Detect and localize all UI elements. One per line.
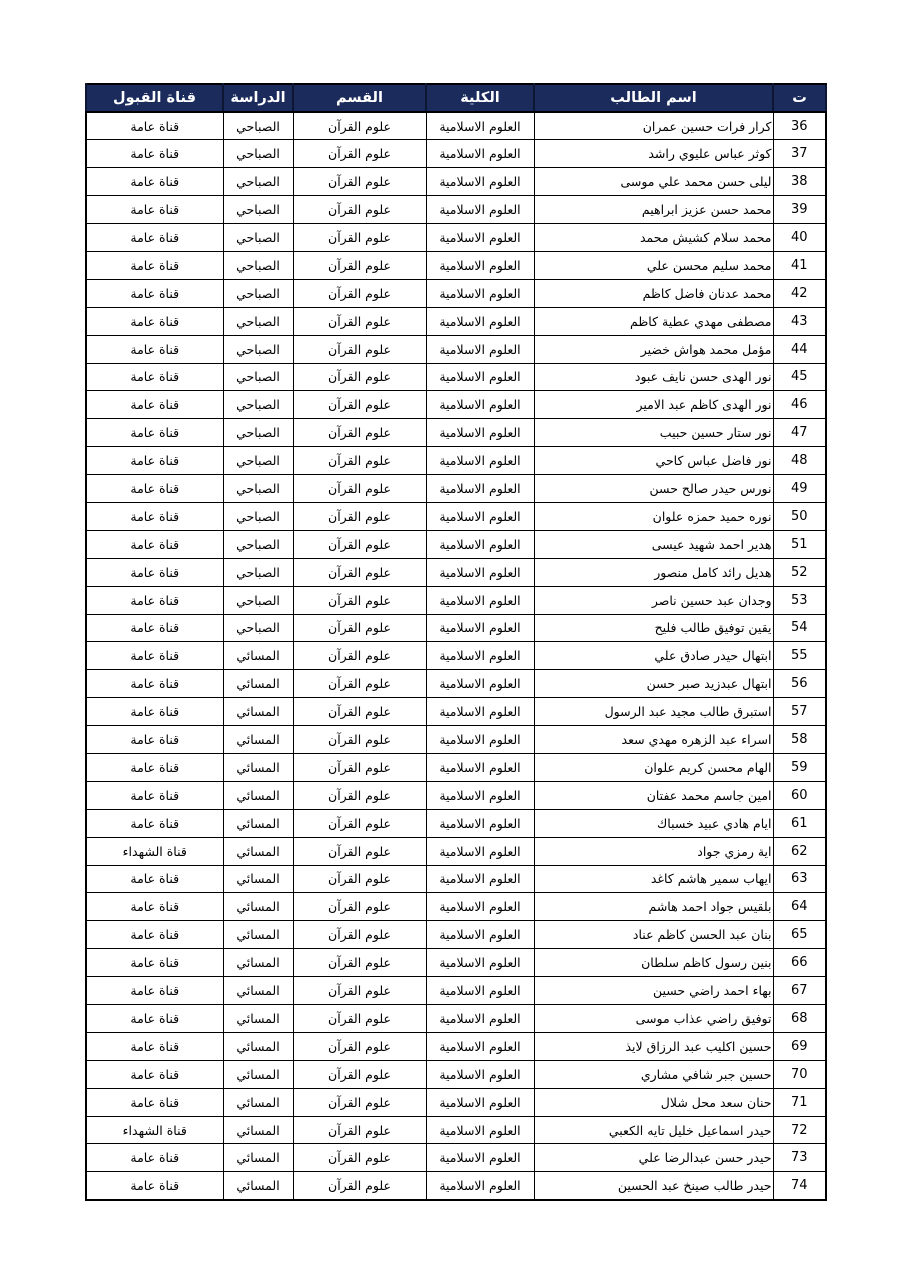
cell-study: المسائي: [223, 1088, 293, 1116]
cell-department: علوم القرآن: [293, 642, 426, 670]
cell-department: علوم القرآن: [293, 1060, 426, 1088]
cell-college: العلوم الاسلامية: [426, 977, 534, 1005]
cell-channel: قناة عامة: [86, 1088, 223, 1116]
cell-study: المسائي: [223, 893, 293, 921]
cell-department: علوم القرآن: [293, 614, 426, 642]
cell-college: العلوم الاسلامية: [426, 502, 534, 530]
cell-channel: قناة عامة: [86, 670, 223, 698]
cell-name: هديل رائد كامل منصور: [534, 558, 773, 586]
cell-serial: 60: [773, 781, 826, 809]
cell-name: حسين اكليب عبد الرزاق لايذ: [534, 1032, 773, 1060]
cell-study: المسائي: [223, 865, 293, 893]
cell-college: العلوم الاسلامية: [426, 1144, 534, 1172]
cell-study: المسائي: [223, 670, 293, 698]
cell-serial: 42: [773, 279, 826, 307]
cell-department: علوم القرآن: [293, 586, 426, 614]
cell-channel: قناة عامة: [86, 112, 223, 140]
cell-department: علوم القرآن: [293, 921, 426, 949]
cell-college: العلوم الاسلامية: [426, 865, 534, 893]
cell-serial: 67: [773, 977, 826, 1005]
cell-study: المسائي: [223, 809, 293, 837]
cell-college: العلوم الاسلامية: [426, 168, 534, 196]
table-row: [86, 1172, 826, 1200]
table-row: [86, 391, 826, 419]
cell-channel: قناة عامة: [86, 893, 223, 921]
cell-study: الصباحي: [223, 251, 293, 279]
cell-department: علوم القرآن: [293, 1005, 426, 1033]
cell-serial: 49: [773, 475, 826, 503]
cell-department: علوم القرآن: [293, 279, 426, 307]
cell-college: العلوم الاسلامية: [426, 642, 534, 670]
cell-department: علوم القرآن: [293, 837, 426, 865]
cell-name: حيدر طالب صينخ عبد الحسين: [534, 1172, 773, 1200]
cell-name: محمد سلام كشيش محمد: [534, 224, 773, 252]
cell-name: نور فاضل عباس كاحي: [534, 447, 773, 475]
cell-name: بنان عبد الحسن كاظم عناد: [534, 921, 773, 949]
cell-channel: قناة عامة: [86, 168, 223, 196]
table-row: [86, 335, 826, 363]
cell-college: العلوم الاسلامية: [426, 140, 534, 168]
cell-study: المسائي: [223, 698, 293, 726]
cell-serial: 74: [773, 1172, 826, 1200]
cell-name: محمد عدنان فاضل كاظم: [534, 279, 773, 307]
cell-study: المسائي: [223, 949, 293, 977]
cell-serial: 72: [773, 1116, 826, 1144]
cell-serial: 62: [773, 837, 826, 865]
cell-name: اية رمزي جواد: [534, 837, 773, 865]
cell-study: الصباحي: [223, 196, 293, 224]
cell-department: علوم القرآن: [293, 363, 426, 391]
cell-department: علوم القرآن: [293, 475, 426, 503]
cell-name: بنين رسول كاظم سلطان: [534, 949, 773, 977]
cell-serial: 46: [773, 391, 826, 419]
cell-channel: قناة عامة: [86, 391, 223, 419]
cell-channel: قناة عامة: [86, 614, 223, 642]
cell-department: علوم القرآن: [293, 949, 426, 977]
cell-college: العلوم الاسلامية: [426, 753, 534, 781]
cell-department: علوم القرآن: [293, 447, 426, 475]
cell-department: علوم القرآن: [293, 1116, 426, 1144]
table-row: [86, 865, 826, 893]
cell-study: المسائي: [223, 1060, 293, 1088]
cell-department: علوم القرآن: [293, 558, 426, 586]
cell-serial: 71: [773, 1088, 826, 1116]
cell-name: استبرق طالب مجيد عبد الرسول: [534, 698, 773, 726]
cell-college: العلوم الاسلامية: [426, 781, 534, 809]
cell-serial: 47: [773, 419, 826, 447]
table-row: [86, 1116, 826, 1144]
cell-channel: قناة عامة: [86, 753, 223, 781]
cell-college: العلوم الاسلامية: [426, 224, 534, 252]
cell-department: علوم القرآن: [293, 865, 426, 893]
cell-serial: 56: [773, 670, 826, 698]
cell-college: العلوم الاسلامية: [426, 698, 534, 726]
cell-name: بهاء احمد راضي حسين: [534, 977, 773, 1005]
table-row: [86, 419, 826, 447]
cell-department: علوم القرآن: [293, 1032, 426, 1060]
cell-name: امين جاسم محمد عفتان: [534, 781, 773, 809]
cell-name: هدير احمد شهيد عيسى: [534, 530, 773, 558]
cell-name: ابتهال عبدزيد صبر حسن: [534, 670, 773, 698]
cell-study: الصباحي: [223, 391, 293, 419]
cell-channel: قناة عامة: [86, 196, 223, 224]
header-serial: ت: [773, 84, 826, 112]
table-row: [86, 447, 826, 475]
cell-serial: 48: [773, 447, 826, 475]
cell-serial: 65: [773, 921, 826, 949]
cell-channel: قناة عامة: [86, 642, 223, 670]
cell-college: العلوم الاسلامية: [426, 837, 534, 865]
table-row: [86, 307, 826, 335]
cell-serial: 55: [773, 642, 826, 670]
cell-serial: 40: [773, 224, 826, 252]
cell-department: علوم القرآن: [293, 502, 426, 530]
table-row: [86, 112, 826, 140]
cell-channel: قناة عامة: [86, 865, 223, 893]
table-row: [86, 363, 826, 391]
table-row: [86, 196, 826, 224]
cell-department: علوم القرآن: [293, 419, 426, 447]
cell-college: العلوم الاسلامية: [426, 112, 534, 140]
table-row: [86, 502, 826, 530]
cell-study: الصباحي: [223, 112, 293, 140]
table-row: [86, 781, 826, 809]
table-row: [86, 698, 826, 726]
cell-channel: قناة الشهداء: [86, 1116, 223, 1144]
table-row: [86, 921, 826, 949]
cell-study: المسائي: [223, 977, 293, 1005]
cell-study: المسائي: [223, 1005, 293, 1033]
cell-channel: قناة عامة: [86, 1144, 223, 1172]
cell-study: الصباحي: [223, 502, 293, 530]
cell-serial: 43: [773, 307, 826, 335]
cell-department: علوم القرآن: [293, 1172, 426, 1200]
cell-study: الصباحي: [223, 335, 293, 363]
cell-college: العلوم الاسلامية: [426, 1032, 534, 1060]
cell-department: علوم القرآن: [293, 753, 426, 781]
cell-channel: قناة عامة: [86, 977, 223, 1005]
table-row: [86, 1005, 826, 1033]
cell-serial: 52: [773, 558, 826, 586]
table-row: [86, 475, 826, 503]
cell-serial: 63: [773, 865, 826, 893]
cell-study: الصباحي: [223, 558, 293, 586]
cell-channel: قناة عامة: [86, 251, 223, 279]
cell-name: حيدر اسماعيل خليل تايه الكعبي: [534, 1116, 773, 1144]
cell-college: العلوم الاسلامية: [426, 921, 534, 949]
cell-channel: قناة عامة: [86, 949, 223, 977]
cell-name: يقين توفيق طالب فليح: [534, 614, 773, 642]
cell-name: بلقيس جواد احمد هاشم: [534, 893, 773, 921]
table-row: [86, 893, 826, 921]
cell-name: نور الهدى حسن نايف عبود: [534, 363, 773, 391]
cell-college: العلوم الاسلامية: [426, 809, 534, 837]
table-row: [86, 279, 826, 307]
header-department: القسم: [293, 84, 426, 112]
cell-department: علوم القرآن: [293, 112, 426, 140]
cell-college: العلوم الاسلامية: [426, 391, 534, 419]
cell-channel: قناة عامة: [86, 698, 223, 726]
cell-department: علوم القرآن: [293, 335, 426, 363]
cell-department: علوم القرآن: [293, 781, 426, 809]
cell-college: العلوم الاسلامية: [426, 307, 534, 335]
table-row: [86, 949, 826, 977]
table-row: [86, 753, 826, 781]
table-row: [86, 809, 826, 837]
cell-channel: قناة عامة: [86, 475, 223, 503]
cell-name: نورس حيدر صالح حسن: [534, 475, 773, 503]
header-row: [86, 84, 826, 112]
table-row: [86, 1032, 826, 1060]
cell-serial: 51: [773, 530, 826, 558]
cell-channel: قناة عامة: [86, 809, 223, 837]
header-student-name: اسم الطالب: [534, 84, 773, 112]
cell-name: نور ستار حسين حبيب: [534, 419, 773, 447]
table-row: [86, 642, 826, 670]
table-row: [86, 1144, 826, 1172]
cell-college: العلوم الاسلامية: [426, 279, 534, 307]
cell-study: المسائي: [223, 726, 293, 754]
cell-name: حيدر حسن عبدالرضا علي: [534, 1144, 773, 1172]
cell-name: حسين جبر شافي مشاري: [534, 1060, 773, 1088]
cell-channel: قناة عامة: [86, 279, 223, 307]
cell-channel: قناة عامة: [86, 586, 223, 614]
table-row: [86, 614, 826, 642]
cell-study: المسائي: [223, 753, 293, 781]
cell-channel: قناة عامة: [86, 558, 223, 586]
header-study: الدراسة: [223, 84, 293, 112]
cell-name: وجدان عبد حسين ناصر: [534, 586, 773, 614]
cell-college: العلوم الاسلامية: [426, 726, 534, 754]
cell-department: علوم القرآن: [293, 530, 426, 558]
cell-serial: 38: [773, 168, 826, 196]
cell-college: العلوم الاسلامية: [426, 586, 534, 614]
cell-study: المسائي: [223, 921, 293, 949]
cell-serial: 61: [773, 809, 826, 837]
cell-college: العلوم الاسلامية: [426, 1172, 534, 1200]
table-row: [86, 670, 826, 698]
cell-study: الصباحي: [223, 614, 293, 642]
cell-name: كرار فرات حسين عمران: [534, 112, 773, 140]
cell-name: اسراء عبد الزهره مهدي سعد: [534, 726, 773, 754]
cell-college: العلوم الاسلامية: [426, 670, 534, 698]
cell-channel: قناة عامة: [86, 363, 223, 391]
cell-name: ابتهال حيدر صادق علي: [534, 642, 773, 670]
cell-college: العلوم الاسلامية: [426, 475, 534, 503]
cell-college: العلوم الاسلامية: [426, 558, 534, 586]
cell-channel: قناة عامة: [86, 224, 223, 252]
cell-college: العلوم الاسلامية: [426, 447, 534, 475]
cell-channel: قناة عامة: [86, 307, 223, 335]
table-row: [86, 586, 826, 614]
cell-serial: 58: [773, 726, 826, 754]
cell-channel: قناة عامة: [86, 726, 223, 754]
cell-serial: 39: [773, 196, 826, 224]
cell-serial: 69: [773, 1032, 826, 1060]
cell-name: ليلى حسن محمد علي موسى: [534, 168, 773, 196]
cell-department: علوم القرآن: [293, 698, 426, 726]
cell-department: علوم القرآن: [293, 670, 426, 698]
cell-serial: 36: [773, 112, 826, 140]
cell-serial: 53: [773, 586, 826, 614]
cell-study: الصباحي: [223, 530, 293, 558]
table-row: [86, 140, 826, 168]
cell-study: المسائي: [223, 1032, 293, 1060]
cell-college: العلوم الاسلامية: [426, 614, 534, 642]
cell-department: علوم القرآن: [293, 391, 426, 419]
table-row: [86, 168, 826, 196]
cell-college: العلوم الاسلامية: [426, 419, 534, 447]
cell-serial: 37: [773, 140, 826, 168]
table-row: [86, 1060, 826, 1088]
cell-name: كوثر عباس عليوي راشد: [534, 140, 773, 168]
cell-channel: قناة عامة: [86, 530, 223, 558]
cell-name: ايام هادي عبيد خسباك: [534, 809, 773, 837]
table-row: [86, 224, 826, 252]
cell-study: الصباحي: [223, 224, 293, 252]
cell-serial: 66: [773, 949, 826, 977]
cell-study: المسائي: [223, 837, 293, 865]
cell-name: مصطفى مهدي عطية كاظم: [534, 307, 773, 335]
cell-study: الصباحي: [223, 447, 293, 475]
table-row: [86, 726, 826, 754]
cell-department: علوم القرآن: [293, 1088, 426, 1116]
cell-department: علوم القرآن: [293, 168, 426, 196]
cell-name: نوره حميد حمزه علوان: [534, 502, 773, 530]
cell-department: علوم القرآن: [293, 977, 426, 1005]
cell-college: العلوم الاسلامية: [426, 949, 534, 977]
cell-department: علوم القرآن: [293, 809, 426, 837]
header-admission-channel: قناة القبول: [86, 84, 223, 112]
cell-college: العلوم الاسلامية: [426, 1060, 534, 1088]
cell-name: حنان سعد محل شلال: [534, 1088, 773, 1116]
table-row: [86, 558, 826, 586]
cell-serial: 73: [773, 1144, 826, 1172]
cell-study: الصباحي: [223, 475, 293, 503]
cell-college: العلوم الاسلامية: [426, 530, 534, 558]
cell-college: العلوم الاسلامية: [426, 363, 534, 391]
cell-department: علوم القرآن: [293, 251, 426, 279]
cell-serial: 64: [773, 893, 826, 921]
cell-serial: 59: [773, 753, 826, 781]
cell-department: علوم القرآن: [293, 893, 426, 921]
table-row: [86, 530, 826, 558]
cell-study: الصباحي: [223, 279, 293, 307]
cell-study: المسائي: [223, 781, 293, 809]
cell-serial: 70: [773, 1060, 826, 1088]
cell-serial: 68: [773, 1005, 826, 1033]
cell-channel: قناة عامة: [86, 921, 223, 949]
cell-channel: قناة عامة: [86, 447, 223, 475]
cell-study: الصباحي: [223, 363, 293, 391]
cell-department: علوم القرآن: [293, 307, 426, 335]
cell-serial: 54: [773, 614, 826, 642]
cell-study: الصباحي: [223, 307, 293, 335]
cell-serial: 41: [773, 251, 826, 279]
cell-study: الصباحي: [223, 168, 293, 196]
cell-channel: قناة عامة: [86, 1032, 223, 1060]
table-header: [86, 84, 826, 112]
cell-serial: 45: [773, 363, 826, 391]
cell-name: محمد حسن عزيز ابراهيم: [534, 196, 773, 224]
cell-study: المسائي: [223, 1116, 293, 1144]
cell-serial: 57: [773, 698, 826, 726]
cell-department: علوم القرآن: [293, 1144, 426, 1172]
cell-name: توفيق راضي عذاب موسى: [534, 1005, 773, 1033]
cell-college: العلوم الاسلامية: [426, 893, 534, 921]
table-body: [86, 112, 826, 1200]
cell-study: المسائي: [223, 642, 293, 670]
cell-college: العلوم الاسلامية: [426, 1116, 534, 1144]
table-row: [86, 977, 826, 1005]
cell-name: الهام محسن كريم علوان: [534, 753, 773, 781]
cell-channel: قناة عامة: [86, 781, 223, 809]
cell-name: مؤمل محمد هواش خضير: [534, 335, 773, 363]
cell-channel: قناة عامة: [86, 335, 223, 363]
cell-college: العلوم الاسلامية: [426, 251, 534, 279]
cell-channel: قناة الشهداء: [86, 837, 223, 865]
cell-study: المسائي: [223, 1172, 293, 1200]
cell-channel: قناة عامة: [86, 502, 223, 530]
table-row: [86, 1088, 826, 1116]
cell-channel: قناة عامة: [86, 419, 223, 447]
table-row: [86, 837, 826, 865]
header-college: الكلية: [426, 84, 534, 112]
cell-study: الصباحي: [223, 140, 293, 168]
cell-college: العلوم الاسلامية: [426, 1005, 534, 1033]
cell-study: الصباحي: [223, 419, 293, 447]
cell-name: ايهاب سمير هاشم كاغد: [534, 865, 773, 893]
cell-college: العلوم الاسلامية: [426, 335, 534, 363]
cell-name: محمد سليم محسن علي: [534, 251, 773, 279]
cell-college: العلوم الاسلامية: [426, 196, 534, 224]
cell-department: علوم القرآن: [293, 196, 426, 224]
cell-study: المسائي: [223, 1144, 293, 1172]
cell-serial: 50: [773, 502, 826, 530]
cell-department: علوم القرآن: [293, 224, 426, 252]
cell-channel: قناة عامة: [86, 1172, 223, 1200]
cell-study: الصباحي: [223, 586, 293, 614]
cell-college: العلوم الاسلامية: [426, 1088, 534, 1116]
cell-serial: 44: [773, 335, 826, 363]
cell-channel: قناة عامة: [86, 140, 223, 168]
cell-department: علوم القرآن: [293, 726, 426, 754]
students-table: [85, 83, 827, 1201]
cell-department: علوم القرآن: [293, 140, 426, 168]
table-row: [86, 251, 826, 279]
cell-channel: قناة عامة: [86, 1005, 223, 1033]
cell-name: نور الهدى كاظم عبد الامير: [534, 391, 773, 419]
cell-channel: قناة عامة: [86, 1060, 223, 1088]
